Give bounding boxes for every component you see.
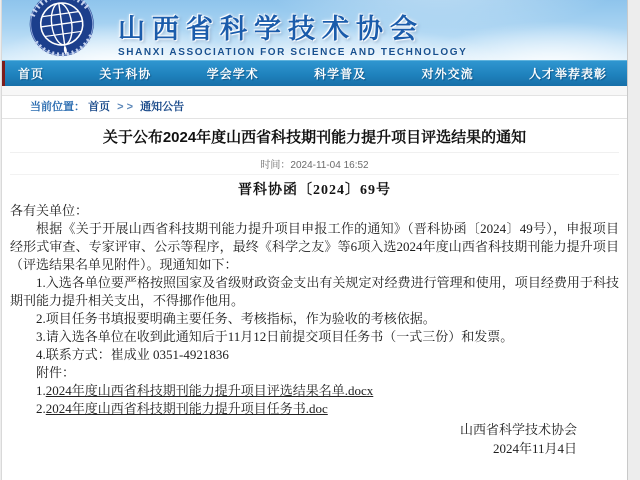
nav-item-home[interactable]: 首页	[18, 67, 45, 81]
breadcrumb-gap	[2, 86, 627, 95]
page-frame	[1, 0, 628, 480]
article-title: 关于公布2024年度山西省科技期刊能力提升项目评选结果的通知	[102, 129, 527, 146]
paragraph-item-2: 2.项目任务书填报要明确主要任务、考核指标，作为验收的考核依据。	[36, 311, 436, 326]
attachment-1-link[interactable]: 2024年度山西省科技期刊能力提升项目评选结果名单.docx	[45, 383, 374, 398]
association-emblem-icon	[16, 0, 108, 60]
paragraph-intro: 根据《关于开展山西省科技期刊能力提升项目申报工作的通知》（晋科协函〔2024〕49号），申报项目经形式审查、专家评审、公示等程序，最终《科学之友》等6项入选2024年度山西省科技期刊能力提升项目（评选结果名单见附件）。现通知如下：	[10, 221, 619, 272]
nav-item-academic[interactable]: 学会学术	[206, 67, 259, 81]
paragraph-item-4: 4.联系方式：崔成业 0351-4921836	[36, 347, 229, 362]
site-title-cn: 山西省科学技术协会	[118, 14, 424, 44]
nav-item-talent[interactable]: 人才举荐表彰	[528, 67, 607, 81]
signature-date: 2024年11月4日	[492, 441, 577, 456]
publish-time: 2024-11-04 16:52	[290, 160, 369, 171]
signature-org: 山西省科学技术协会	[459, 422, 577, 437]
attachments-label: 附件：	[36, 365, 76, 380]
attachment-1-number: 1.	[36, 383, 46, 398]
time-label: 时间：	[260, 160, 291, 171]
attachment-2-link[interactable]: 2024年度山西省科技期刊能力提升项目任务书.doc	[45, 401, 328, 416]
nav-item-science-popularization[interactable]: 科学普及	[314, 67, 367, 81]
attachment-2-number: 2.	[36, 401, 46, 416]
nav-left-edge	[2, 61, 5, 86]
attachment-row	[10, 382, 619, 400]
article-body	[10, 202, 619, 458]
attachment-row	[10, 400, 619, 418]
nav-item-exchange[interactable]: 对外交流	[421, 67, 474, 81]
article-meta	[10, 152, 619, 175]
site-header	[2, 0, 627, 60]
association-logo[interactable]	[16, 0, 108, 60]
main-nav	[2, 60, 627, 86]
paragraph-item-1: 1.入选各单位要严格按照国家及省级财政资金支出有关规定对经费进行管理和使用，项目经费用于科技期刊能力提升相关支出，不得挪作他用。	[10, 275, 619, 308]
breadcrumb-home-link[interactable]: 首页	[88, 101, 111, 113]
salutation: 各有关单位：	[10, 203, 89, 218]
document-number: 晋科协函〔2024〕69号	[238, 183, 391, 198]
breadcrumb	[2, 95, 627, 119]
paragraph-item-3: 3.请入选各单位在收到此通知后于11月12日前提交项目任务书（一式三份）和发票。	[36, 329, 514, 344]
nav-item-about[interactable]: 关于科协	[99, 67, 152, 81]
signature-block	[10, 420, 619, 458]
breadcrumb-current-link[interactable]: 通知公告	[140, 101, 185, 113]
breadcrumb-separator: > >	[117, 101, 134, 113]
site-title-en: SHANXI ASSOCIATION FOR SCIENCE AND TECHNOLOGY	[118, 47, 468, 58]
site-titles	[118, 7, 467, 58]
breadcrumb-label: 当前位置：	[30, 101, 85, 113]
notice-article	[2, 119, 627, 458]
